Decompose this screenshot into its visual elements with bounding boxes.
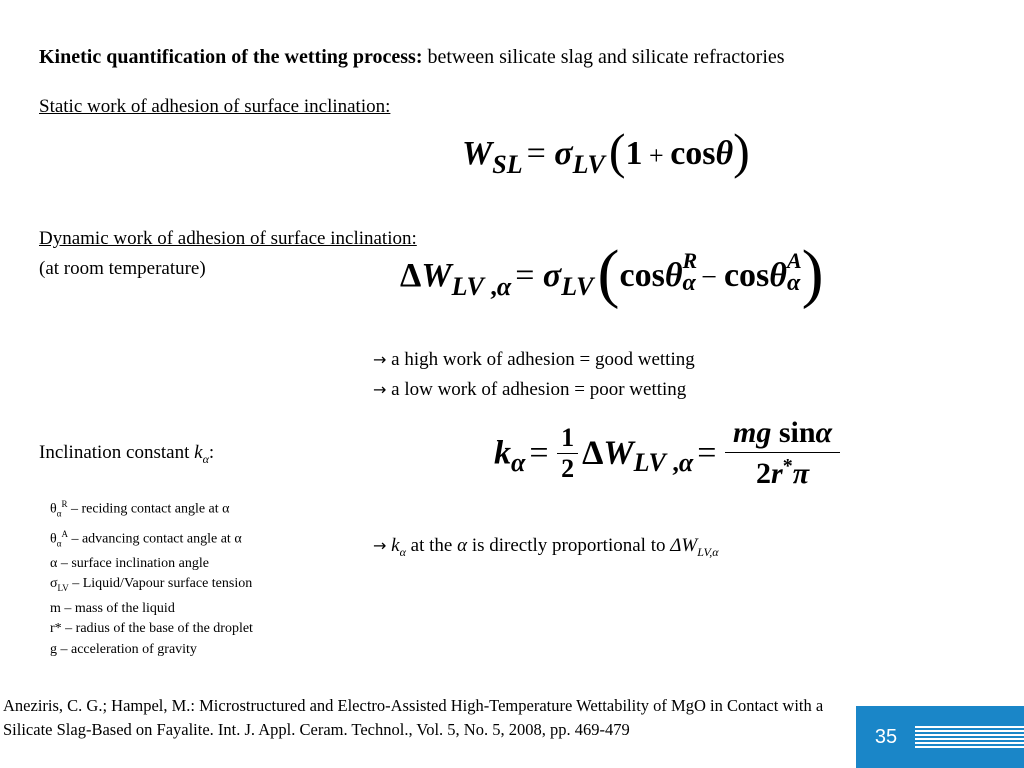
inclination-label-text: Inclination constant (39, 442, 190, 463)
note-proportional: → $k_\alpha$ at the α is directly proportional to $\Delta W_{LV,\alpha}$ (373, 535, 719, 559)
legend-mass: m – mass of the liquid (50, 600, 175, 616)
page-number: 35 (874, 726, 898, 748)
equation-dynamic-work: ΔWLV ,α = σLV (cosθ R α − cosθ A α ) (400, 237, 824, 310)
legend-radius: r* – radius of the base of the droplet (50, 621, 253, 637)
dynamic-heading: Dynamic work of adhesion of surface inclination: (39, 228, 417, 249)
note-proportional-end: is directly proportional to (471, 535, 666, 556)
legend-alpha: α – surface inclination angle (50, 555, 209, 571)
inclination-label: Inclination constant $k_\alpha$: (39, 442, 215, 466)
equation-inclination-constant: kα = $\frac{1}{2}$ ΔWLV ,α = $\frac{\text{mg sinα}}{2r^*\pi}$ (494, 416, 840, 491)
slide-title-rest: between silicate slag and silicate refractories (422, 46, 785, 68)
note-high-text: a high work of adhesion = good wetting (391, 349, 695, 370)
note-proportional-mid: at the (410, 535, 453, 556)
note-low-work (373, 379, 686, 401)
symbol-legend (50, 494, 253, 660)
static-heading: Static work of adhesion of surface inclination: (39, 96, 391, 117)
note-low-text: a low work of adhesion = poor wetting (391, 379, 687, 400)
legend-sigma: $\sigma_{LV}$ – Liquid/Vapour surface tension (50, 576, 253, 594)
slide-title-bold: Kinetic quantification of the wetting process: (39, 46, 423, 68)
footer-stripes-decoration (915, 726, 1024, 750)
legend-advancing: $\theta_\alpha^A$ – advancing contact angle at α (50, 528, 242, 549)
slide-title (39, 46, 785, 69)
arrow-right-icon: → (373, 536, 387, 555)
dynamic-note: (at room temperature) (39, 258, 206, 279)
reference-citation: Aneziris, C. G.; Hampel, M.: Microstructured and Electro-Assisted High-Temperature Wettability of MgO in Contact with a Silicate Slag-Based on Fayalite. Int. J. Appl. Ceram. Technol., Vol. 5, No. 5, 2008, pp. 469-479 (3, 696, 824, 739)
legend-gravity: g – acceleration of gravity (50, 641, 197, 657)
legend-receding: $\theta_\alpha^R$ – reciding contact angle at α (50, 499, 230, 519)
equation-static-work: WSL = σLV (1 + cosθ) (462, 123, 750, 179)
arrow-right-icon: → (373, 380, 387, 399)
arrow-right-icon: → (373, 350, 387, 369)
note-high-work (373, 349, 695, 371)
